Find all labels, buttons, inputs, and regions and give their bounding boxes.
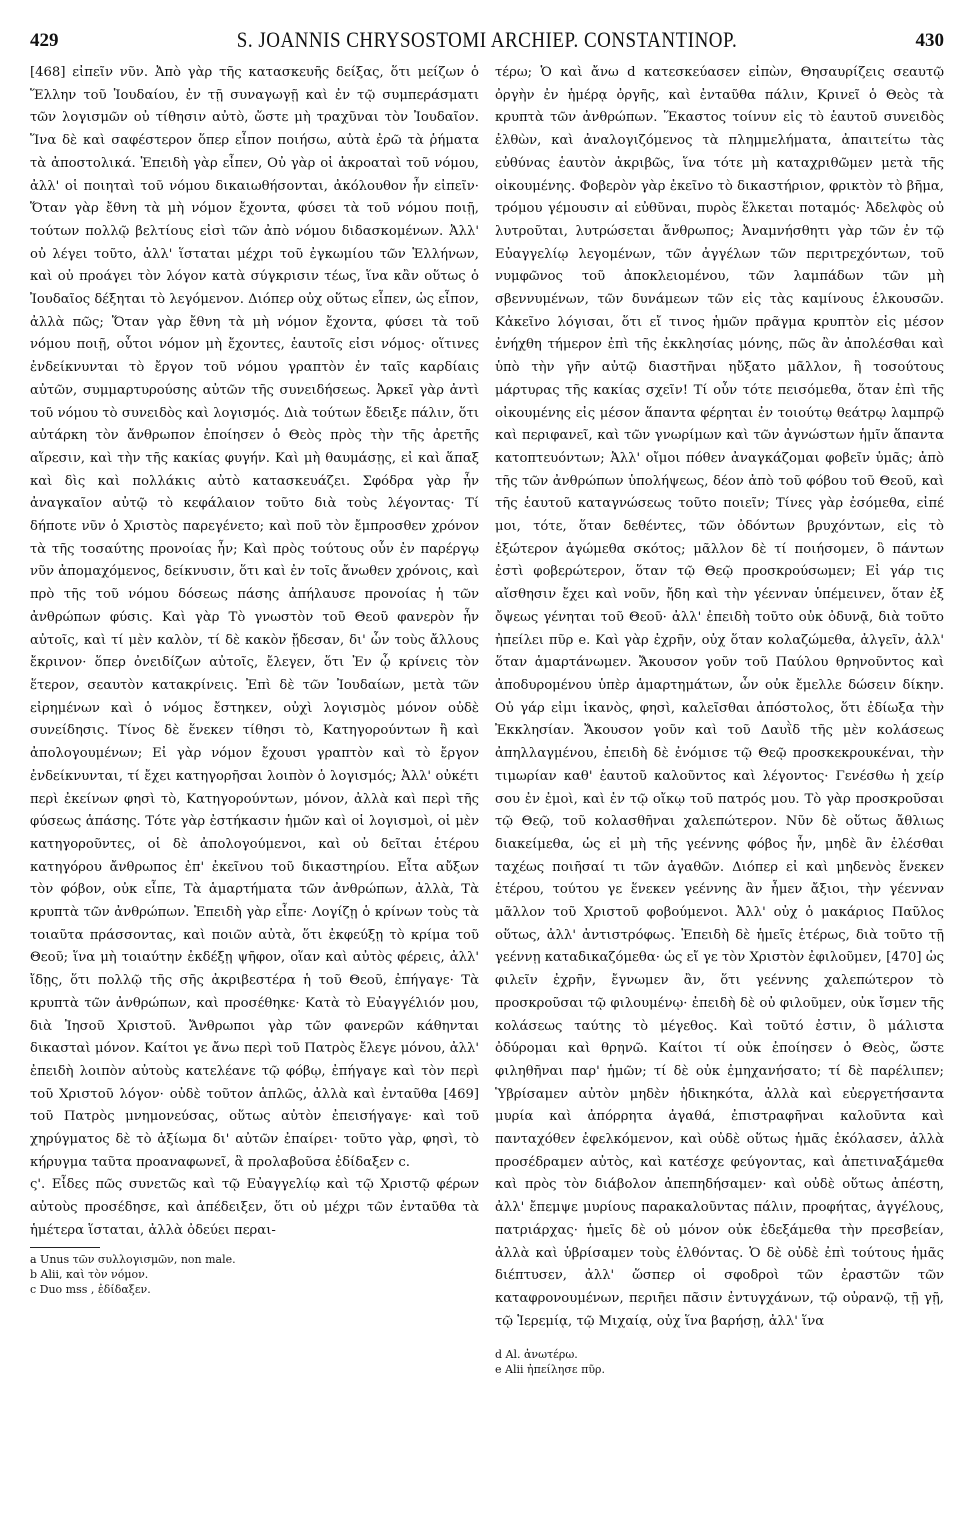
- right-paragraph-1: τέρω; Ὁ καὶ ἄνω d κατεσκεύασεν εἰπὼν, Θησαυρίζεις σεαυτῷ ὀργὴν ἐν ἡμέρᾳ ὀργῆς, καὶ ἐνταῦθα πάλιν, Κρινεῖ ὁ Θεὸς τὰ κρυπτὰ τῶν ἀνθρώπων. Ἕκαστος τοίνυν εἰς τὸ ἑαυτοῦ συνειδὸς ἐλθὼν, καὶ ἀναλογιζόμενος τὰ πλημμελήματα, ἀπαιτείτω τὰς εὐθύνας ἑαυτὸν ἀκριβῶς, ἵνα τότε μὴ καταχριθῶμεν μετὰ τῆς οἰκουμένης. Φοβερὸν γὰρ ἐκεῖνο τὸ δικαστήριον, φρικτὸν τὸ βῆμα, τρόμου γέμουσιν αἱ εὐθῦναι, πυρὸς ἕλκεται ποταμός· Ἀδελφὸς οὐ λυτροῦται, λυτρώσεται ἄνθρωπος; Ἀναμνήσθητι γὰρ τῶν ἐν τῷ Εὐαγγελίῳ λεγομένων, τῶν ἀγγέλων τῶν περιτρεχόντων, τοῦ νυμφῶνος τοῦ ἀποκλειομένου, τῶν λαμπάδων τῶν μὴ σβεννυμένων, τῶν δυνάμεων τῶν εἰς τὰς καμίνους ἑλκουσῶν. Κἀκεῖνο λόγισαι, ὅτι εἴ τινος ἡμῶν πρᾶγμα κρυπτὸν εἰς μέσον ἐνήχθη τήμερον ἐπὶ τῆς ἐκκλησίας μόνης, πῶς ἂν ἀπολέσθαι καὶ ὑπὸ τὴν γῆν αὐτῷ διαστῆναι ηὔξατο μᾶλλον, ἢ τοσούτους μάρτυρας τῆς κακίας σχεῖν! Τί οὖν τότε πεισόμεθα, ὅταν ἐπὶ τῆς οἰκουμένης εἰς μέσον ἅπαντα φέρηται ἐν τοιούτῳ θεάτρῳ λαμπρῷ καὶ περιφανεῖ, καὶ τῶν γνωρίμων καὶ τῶν ἀγνώστων ἡμῖν ἅπαντα κατοπτευόντων; Ἀλλ' οἴμοι πόθεν ἀναγκάζομαι φοβεῖν ὑμᾶς; ἀπὸ τῆς τῶν ἀνθρώπων ὑπολήψεως, δέον ἀπὸ τοῦ φόβου τοῦ Θεοῦ, καὶ τῆς ἑαυτοῦ καταγνώσεως τοῦτο ποιεῖν; Τίνες γὰρ ἐσόμεθα, εἰπέ μοι, τότε, ὅταν δεθέντες, τῶν ὀδόντων βρυχόντων, εἰς τὸ ἐξώτερον ἀγώμεθα σκότος; μᾶλλον δὲ τί ποιήσομεν, ὃ πάντων ἐστὶ φοβερώτερον, ὅταν τῷ Θεῷ προσκρούσωμεν; Εἰ γάρ τις αἴσθησιν ἔχει καὶ νοῦν, ἤδη καὶ τὴν γέενναν ὑπέμεινεν, ὅταν ἐξ ὄψεως γένηται τοῦ Θεοῦ· ἀλλ' ἐπειδὴ τοῦτο οὐκ ὀδυνᾷ, διὰ τοῦτο ἠπείλει πῦρ e. Καὶ γὰρ ἐχρῆν, οὐχ ὅταν κολαζώμεθα, ἀλγεῖν, ἀλλ' ὅταν ἁμαρτάνωμεν. Ἄκουσον γοῦν τοῦ Παύλου θρηνοῦντος καὶ ἀποδυρομένου ὑπὲρ ἁμαρτημάτων, ὧν οὐκ ἔμελλε δώσειν δίκην. Οὐ γάρ εἰμι ἱκανὸς, φησὶ, καλεῖσθαι ἀπόστολος, ὅτι ἐδίωξα τὴν Ἐκκλησίαν. Ἄκουσον γοῦν καὶ τοῦ Δαυῒδ τῆς μὲν κολάσεως ἀπηλλαγμένου, ἐπειδὴ δὲ ἐνόμισε τῷ Θεῷ προσκεκρουκέναι, τὴν τιμωρίαν καθ' ἑαυτοῦ καλοῦντος καὶ λέγοντος· Γενέσθω ἡ χείρ σου ἐν ἐμοὶ, καὶ ἐν τῷ οἴκῳ τοῦ πατρός μου. Τὸ γὰρ προσκροῦσαι τῷ Θεῷ, τοῦ κολασθῆναι χαλεπώτερον. Νῦν δὲ οὕτως ἄθλιως διακείμεθα, ὡς εἰ μὴ τῆς γεέννης φόβος ἦν, μηδὲ ἂν ἑλέσθαι ταχέως ποιῆσαί τι τῶν ἀγαθῶν. Διόπερ εἰ καὶ μηδενὸς ἕνεκεν ἑτέρου, τούτου γε ἕνεκεν γεέννης ἂν ἦμεν ἄξιοι, τὴν γέενναν μᾶλλον τοῦ Χριστοῦ φοβούμενοι. Ἀλλ' οὐχ ὁ μακάριος Παῦλος οὕτως, ἀλλ' ἀντιστρόφως. Ἐπειδὴ δὲ ἡμεῖς ἑτέρως, διὰ τοῦτο τῇ γεέννῃ καταδικαζόμεθα· ὡς εἴ γε τὸν Χριστὸν ἐφιλοῦμεν, [470] ὡς φιλεῖν ἐχρῆν, ἔγνωμεν ἂν, ὅτι γεέννης χαλεπώτερον τὸ προσκροῦσαι τῷ φιλουμένῳ· ἐπειδὴ δὲ οὐ φιλοῦμεν, οὐκ ἴσμεν τῆς κολάσεως ταύτης τὸ μέγεθος. Καὶ τοῦτό ἐστιν, ὃ μάλιστα ὀδύρομαι καὶ θρηνῶ. Καίτοι τί οὐκ ἐποίησεν ὁ Θεὸς, ὥστε φιληθῆναι παρ' ἡμῶν; τί δὲ οὐκ ἐμηχανήσατο; τί δὲ παρέλιπεν; Ὑβρίσαμεν αὐτὸν μηδὲν ἠδικηκότα, ἀλλὰ καὶ εὐεργετήσαντα μυρία καὶ ἀπόρρητα ἀγαθά, ἐπιστραφῆναι καλοῦντα καὶ πανταχόθεν ἐφελκόμενον, καὶ οὐδὲ οὕτως ἡμᾶς ἐκόλασεν, ἀλλὰ προσέδραμεν αὐτὸς, καὶ κατέσχε φεύγοντας, καὶ ἀπετιναξάμεθα καὶ πρὸς τὸν διάβολον ἀπεπηδήσαμεν· καὶ οὐδὲ οὕτως ἀπέστη, ἀλλ' ἔπεμψε μυρίους παρακαλοῦντας πάλιν, προφήτας, ἀγγέλους, πατριάρχας· ἡμεῖς δὲ οὐ μόνον οὐκ ἐδεξάμεθα τὴν πρεσβείαν, ἀλλὰ καὶ ὑβρίσαμεν τοὺς ἐλθόντας. Ὁ δὲ οὐδὲ ἐπὶ τούτους ἡμᾶς διέπτυσεν, ἀλλ' ὥσπερ οἱ σφοδροὶ τῶν ἐραστῶν τῶν καταφρονουμένων, περιῆει πᾶσιν ἐντυγχάνων, τῷ οὐρανῷ, τῇ γῇ, τῷ Ἱερεμίᾳ, τῷ Μιχαίᾳ, οὐχ ἵνα βαρήσῃ, ἀλλ' ἵνα: [495, 65, 944, 1329]
- running-title: S. JOANNIS CHRYSOSTOMI ARCHIEP. CONSTANTINOP.: [236, 28, 738, 53]
- right-page-number: 430: [915, 30, 944, 51]
- footnote-e: e Alii ἠπείλησε πῦρ.: [495, 1363, 605, 1377]
- right-footnotes: [495, 1347, 944, 1377]
- footnote-a: a Unus τῶν συλλογισμῶν, non male.: [30, 1252, 236, 1266]
- right-column: [495, 62, 944, 1377]
- footnote-b: b Alii, καὶ τὸν νόμον.: [30, 1267, 149, 1281]
- footnote-rule: [30, 1247, 100, 1248]
- left-paragraph-1: [468] εἰπεῖν νῦν. Ἀπὸ γὰρ τῆς κατασκευῆς δείξας, ὅτι μείζων ὁ Ἕλλην τοῦ Ἰουδαίου, ἐν τῇ συναγωγῇ καὶ ἐν τῷ συμπεράσματι τῶν λογισμῶν οὐ τίθησιν αὐτὸ, ὥστε μὴ τραχῦναι τὸν Ἰουδαῖον. Ἵνα δὲ καὶ σαφέστερον ὅπερ εἶπον ποιήσω, αὐτὰ ἐρῶ τὰ ῥήματα τὰ ἀποστολικά. Ἐπειδὴ γὰρ εἶπεν, Οὐ γὰρ οἱ ἀκροαταὶ τοῦ νόμου, ἀλλ' οἱ ποιηταὶ τοῦ νόμου δικαιωθήσονται, ἀκόλουθον ἦν εἰπεῖν· Ὅταν γὰρ ἔθνη τὰ μὴ νόμον ἔχοντα, φύσει τὰ τοῦ νόμου ποιῇ, τούτων πολλῷ βελτίους εἰσὶ τῶν ἀπὸ νόμου διδασκομένων. Ἀλλ' οὐ λέγει τοῦτο, ἀλλ' ἵσταται μέχρι τοῦ ἐγκωμίου τῶν Ἑλλήνων, καὶ οὐ προάγει τὸν λόγον κατὰ σύγκρισιν τέως, ἵνα κἂν οὕτως ὁ Ἰουδαῖος δέξηται τὸ λεγόμενον. Διόπερ οὐχ οὕτως εἶπεν, ὡς εἶπον, ἀλλὰ πῶς; Ὅταν γὰρ ἔθνη τὰ μὴ νόμον ἔχοντα, φύσει τὰ τοῦ νόμου ποιῇ, οὗτοι νόμον μὴ ἔχοντες, ἑαυτοῖς εἰσι νόμος· οἵτινες ἐνδείκνυνται τὸ ἔργον τοῦ νόμου γραπτὸν ἐν ταῖς καρδίαις αὐτῶν, συμμαρτυρούσης αὐτῶν τῆς συνειδήσεως. Ἀρκεῖ γὰρ ἀντὶ τοῦ νόμου τὸ συνειδὸς καὶ λογισμός. Διὰ τούτων ἔδειξε πάλιν, ὅτι αὐτάρκη τὸν ἄνθρωπον ἐποίησεν ὁ Θεὸς πρὸς τὴν τῆς ἀρετῆς αἵρεσιν, καὶ τὴν τῆς κακίας φυγήν. Καὶ μὴ θαυμάσῃς, εἰ καὶ ἅπαξ καὶ δὶς καὶ πολλάκις αὐτὸ κατασκευάζει. Σφόδρα γὰρ ἦν ἀναγκαῖον αὐτῷ τὸ κεφάλαιον τοῦτο διὰ τοὺς λέγοντας· Τί δήποτε νῦν ὁ Χριστὸς παρεγένετο; καὶ ποῦ τὸν ἔμπροσθεν χρόνον τὰ τῆς τοσαύτης προνοίας ἦν; Καὶ πρὸς τούτους οὖν ἐν παρέργῳ νῦν ἀπομαχόμενος, δείκνυσιν, ὅτι καὶ ἐν τοῖς ἄνωθεν χρόνοις, καὶ πρὸ τῆς τοῦ νόμου δόσεως πάσης ἀπήλαυσε προνοίας ἡ τῶν ἀνθρώπων φύσις. Καὶ γὰρ Τὸ γνωστὸν τοῦ Θεοῦ φανερὸν ἦν αὐτοῖς, καὶ τί μὲν καλὸν, τί δὲ κακὸν ᾔδεσαν, δι' ὧν τοὺς ἄλλους ἔκρινον· ὅπερ ὀνειδίζων αὐτοῖς, ἔλεγεν, ὅτι Ἐν ᾧ κρίνεις τὸν ἕτερον, σεαυτὸν κατακρίνεις. Ἐπὶ δὲ τῶν Ἰουδαίων, μετὰ τῶν εἰρημένων καὶ ὁ νόμος ἔστηκεν, οὐχὶ λογισμὸς μόνον οὐδὲ συνείδησις. Τίνος δὲ ἕνεκεν τίθησι τὸ, Κατηγορούντων ἢ καὶ ἀπολογουμένων; Εἰ γὰρ νόμον ἔχουσι γραπτὸν καὶ τὸ ἔργον ἐνδείκνυνται, τί ἔχει κατηγορῆσαι λοιπὸν ὁ λογισμός; Ἀλλ' οὐκέτι περὶ ἐκείνων φησὶ τὸ, Κατηγορούντων, μόνον, ἀλλὰ καὶ περὶ τῆς φύσεως ἁπάσης. Τότε γὰρ ἐστήκασιν ἡμῶν καὶ οἱ λογισμοὶ, οἱ μὲν κατηγοροῦντες, οἱ δὲ ἀπολογούμενοι, καὶ οὐ δεῖται ἑτέρου κατηγόρου ἄνθρωπος ἐπ' ἐκεῖνου τοῦ δικαστηρίου. Εἶτα αὔξων τὸν φόβον, οὐκ εἶπε, Τὰ ἁμαρτήματα τῶν ἀνθρώπων, ἀλλὰ, Τὰ κρυπτὰ τῶν ἀνθρώπων. Ἐπειδὴ γὰρ εἶπε· Λογίζῃ ὁ κρίνων τοὺς τὰ τοιαῦτα πράσσοντας, καὶ ποιῶν αὐτὰ, ὅτι ἐκφεύξῃ τὸ κρίμα τοῦ Θεοῦ; ἵνα μὴ τοιαύτην ἐκδέξῃ ψῆφον, οἵαν καὶ αὐτὸς φέρεις, ἀλλ' ἴδῃς, ὅτι πολλῷ τῆς σῆς ἀκριβεστέρα ἡ τοῦ Θεοῦ, ἐπήγαγε· Τὰ κρυπτὰ τῶν ἀνθρώπων, καὶ προσέθηκε· Κατὰ τὸ Εὐαγγέλιόν μου, διὰ Ἰησοῦ Χριστοῦ. Ἄνθρωποι γὰρ τῶν φανερῶν κάθηνται δικασταὶ μόνον. Καίτοι γε ἄνω περὶ τοῦ Πατρὸς ἔλεγε μόνου, ἀλλ' ἐπειδὴ λοιπὸν αὐτοὺς κατελέανε τῷ φόβῳ, ἐπήγαγε καὶ τὸν περὶ τοῦ Χριστοῦ λόγον· οὐδὲ τοῦτον ἁπλῶς, ἀλλὰ καὶ ἐνταῦθα [469] τοῦ Πατρὸς μνημονεύσας, οὕτως αὐτὸν ἐπεισήγαγε· καὶ τοῦ χηρύγματος δὲ τὸ ἀξίωμα δι' αὐτῶν ἐπαίρει· τοῦτο γὰρ, φησὶ, τὸ κήρυγμα ταῦτα προαναφωνεῖ, ἃ προλαβοῦσα ἐδίδαξεν c.: [30, 65, 480, 1170]
- page-number: 429: [30, 30, 59, 51]
- left-column: [30, 62, 479, 1377]
- running-header: [30, 30, 944, 52]
- footnote-d: d Al. ἀνωτέρω.: [495, 1348, 578, 1362]
- text-columns: [30, 62, 944, 1377]
- left-paragraph-2: ς'. Εἶδες πῶς συνετῶς καὶ τῷ Εὐαγγελίῳ καὶ τῷ Χριστῷ φέρων αὐτοὺς προσέδησε, καὶ ἀπέδειξεν, ὅτι οὐ μέχρι τῶν ἐνταῦθα τὰ ἡμέτερα ἵσταται, ἀλλὰ ὀδεύει περαι-: [30, 1177, 479, 1238]
- footnote-c: c Duo mss , ἐδίδαξεν.: [30, 1282, 151, 1296]
